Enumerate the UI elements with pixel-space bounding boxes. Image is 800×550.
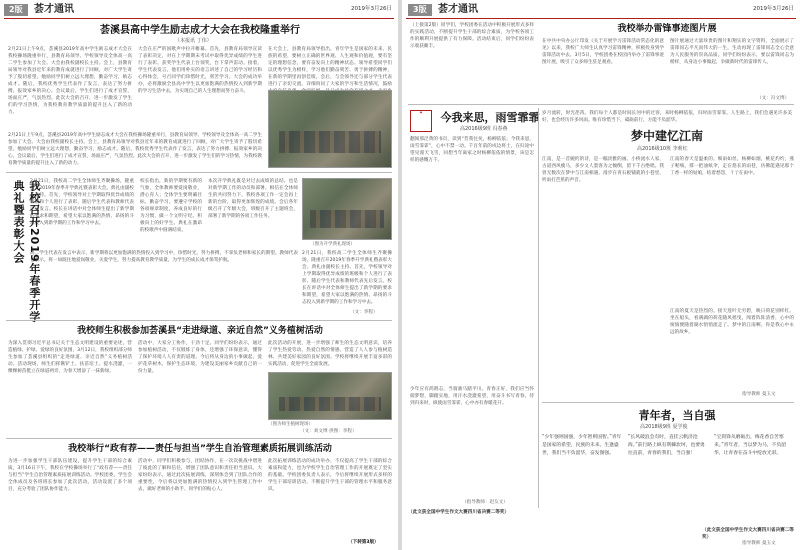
article-title: 我校举办雷锋事迹图片展 [617, 24, 717, 34]
signature: 指导教师 曼玉文 [742, 392, 776, 397]
divider [542, 402, 794, 403]
vertical-headline: 我校召开2019年春季开学典礼暨表彰大会 [11, 180, 41, 323]
article-column: 大会在庄严的国歌声中拉开帷幕。首先，县教育局领导宣读了表彰决定，对在上学期期末考试中取得优异成绩的学生进行了表彰。获奖学生代表上台领奖，台下掌声雷动。接着，学生代表发言，他们用朴实的语言讲述了自己的学习经历和心得体会，号召同学们珍惜时光，刻苦学习。大会的成功举办，必将激励全县高中学生以更加饱满的热情投入到新学期的学习生活中去，为实现自己的人生理想而努力奋斗。 [138, 47, 262, 94]
issue-date: 2019年3月26日 [351, 6, 392, 12]
article-title: 我校举行“政有荐——责任与担当”学生自治管理素质拓展训练活动 [68, 444, 332, 454]
article-column: 2月21日上午9点，荟溪县2019年高中学生励志成才大会在我校操场隆重举行，县教育局领导、学校领导及全体高一高二学生参加了大会。大会由我校副校长主持。会上，县教育局领导对我县近年来的教育成就进行了回顾，对广大学生寄予了殷切希望，勉励同学们树立远大理想，勤奋学习，励志成才。随后，我校优秀学生代表作了发言，表达了努力拼搏、报效家乡的决心。会议最后，学生们进行了成才宣誓，场面庄严，气氛热烈。此次大会的召开，进一步激发了学生们的学习热情，为我校教育教学质量的提升注入了新的动力。 [8, 47, 132, 115]
essay-byline: 高2016级10班 李莉红 [637, 146, 688, 152]
article-column: 2月21日，我校高二学生全体师生齐聚操场，隆重召开2019年春季开学典礼暨表彰大会。典礼由副校长主持。首先，学校领导对上学期取得优异成绩的班级和个人进行了表彰，随后学生代表和教师代表先后发言。校长在讲话中对全体师生提出了新学期的要求和期望，希望大家以饱满的热情、昂扬的斗志投入到新学期的工作和学习中去。 [30, 179, 134, 226]
divider [6, 320, 392, 321]
award-note: （此文获全国中学生作文大赛四川省决赛二等奖） [408, 510, 510, 515]
article-column: 在中共中央办公厅印发《关于开展学习雷锋活动常态化的意见》以来，我校广大师生认真学习雷锋精神，积极投身到学雷锋活动中去。3月5日，学校团委在校园内举办了雷锋事迹图片展，吸引了众多师生驻足观看。 [542, 39, 664, 65]
page-number-badge: 3版 [408, 4, 432, 16]
award-note: （此文获全国中学生作文大赛四川省决赛二等奖） [702, 528, 794, 540]
paper-name: 荟才通讯 [34, 4, 74, 15]
assembly-photo [268, 90, 392, 168]
signature: （文：冯文博） [757, 96, 790, 101]
essay-title: 梦中建忆江南 [630, 129, 703, 143]
essay-column: 少年应有鸿鹄志，当骑骏马踏平川。青春正好，我们应当怀揣梦想，脚踏实地，用汗水浇灌希望，用奋斗书写青春。待到归来时，纵使雨雪霏霏，心中亦有春暖花开。 [410, 387, 534, 406]
ceremony-photo [302, 178, 392, 240]
signature: （文：李程） [350, 310, 378, 315]
photo-caption: （图为开学典礼现场） [310, 242, 355, 247]
article-column: 活动中，同学们积极参与，团结协作，在一次次挑战中增进了彼此的了解和信任，增强了团队意识和责任担当意识。大家纷纷表示，通过此次拓展训练，深刻体会到了团队合作的重要性，今后将以更加饱满的热情投入到学生管理工作中去，做好老师的小助手、同学们的贴心人。 [138, 459, 262, 492]
poem-column: “长风破浪会有时，直挂云帆济沧海。”前行路上纵有荆棘坎坷，也要勇往直前，青春的我们，当自强！ [628, 435, 705, 456]
article-column: 校长指出，新的学期要有新的气象，全体教师要爱岗敬业，潜心育人；全体学生要明确目标，勤奋学习。要遵守学校的各项规章制度，养成良好的行为习惯，做一个文明守纪、积极向上的好学生。典礼在激昂的校歌声中圆满结束。 [140, 179, 202, 233]
article-column: 2月21日上午9点，荟溪县2019年高中学生励志成才大会在我校操场隆重举行，县教育局领导、学校领导及全体高一高二学生参加了大会。大会由我校副校长主持。会上，县教育局领导对我县近年来的教育成就进行了回顾，对广大学生寄予了殷切希望，勉励同学们树立远大理想，勤奋学习，励志成才。随后，我校优秀学生代表作了发言，表达了努力拼搏、报效家乡的决心。会议最后，学生们进行了成才宣誓，场面庄严，气氛热烈。此次大会的召开，进一步激发了学生们的学习热情，为我校教育教学质量的提升注入了新的动力。 [8, 133, 262, 166]
article-column: 高二学生代表在发言中表示，新学期将以更加饱满的热情投入到学习中，珍惜时光，努力拼搏，不辜负老师和家长的期望。教师代表也表示，将一如既往地爱岗敬业，关爱学生，努力提高教育教学质量，为学生的成长成才保驾护航。 [30, 251, 298, 263]
poem-title: 青年者，当自强 [638, 409, 716, 422]
article-column: 本次开学典礼既是对过去成绩的总结，也是对新学期工作的动员和部署。相信在全体师生的共同努力下，我校各项工作一定会再上新的台阶，取得更加辉煌的成绩。会后各年级召开了年级大会，班级召开了主题班会，部署了新学期的各项工作任务。 [208, 179, 298, 219]
article-byline: （本报讯 丁伟） [175, 38, 212, 44]
continued-note: （下转第3版） [348, 540, 379, 545]
article-column: 图片展通过大量珍贵的图片和翔实的文字资料，全面展示了雷锋同志平凡而伟大的一生，生动再现了雷锋同志全心全意为人民服务的崇高品质。同学们纷纷表示，要以雷锋同志为榜样，从身边小事做起，争做新时代的雷锋传人。 [670, 39, 794, 65]
issue-date: 2019年3月26日 [753, 6, 794, 12]
column-logo [410, 110, 432, 132]
essay-byline: 高2016级9班 冯春燕 [460, 126, 508, 132]
page-3 [402, 0, 800, 550]
essay-column: 江南的夏天是热烈的。接天莲叶无穷碧，映日荷花别样红。坐在船头，看满湖的荷花随风摇曳，闻着阵阵清香，心中的烦恼便随着湖水悄悄流走了。梦中的江南啊，你是我心中永远的故乡。 [670, 309, 794, 335]
masthead-right [406, 3, 796, 19]
page-number-badge: 2版 [4, 4, 28, 16]
paper-name: 荟才通讯 [438, 4, 478, 15]
article-title: 我校师生积极参加荟溪县“走进绿道、亲近自然”义务植树活动 [77, 326, 323, 336]
article-column: 此次拓展训练活动的成功举办，不仅提高了学生干部的综合素质和能力，也为学校学生自治管理工作的开展奠定了坚实的基础。学校团委负责人表示，今后将继续开展形式多样的学生干部培训活动，不断提升学生干部的管理水平和服务意识。 [268, 459, 392, 492]
signature: （指导教师：赵友文） [462, 500, 508, 505]
essay-title: 今我来思，雨雪霏霏 [440, 111, 540, 124]
divider [6, 438, 392, 439]
column-logo-mark: ✦ [419, 111, 423, 116]
signature: 指导教师 曼玉文 [742, 541, 776, 546]
signature: （文：刘文博 供图：李程） [300, 429, 357, 434]
article-column: 为进一步加强学生干部队伍建设，提升学生干部的综合素质，3月16日下午，我校在学校操场举行了“政有荐——责任与担当”学生自治管理素质拓展训练活动。学校团委、学生会全体成员及各班班长参加了此次活动。活动设置了多个项目，充分考验了团队协作能力。 [8, 459, 132, 492]
article-column: （上接第2版）同学们，学校团委在活动中积极开展形式多样的实践活动，不断提升学生干部的综合素质，为学校各项工作的顺利开展提供了有力保障。活动结束后，同学们纷纷表示收获颇丰。 [410, 23, 534, 49]
poem-byline: 高2018级9班 夏学俊 [640, 424, 688, 430]
page-2 [0, 0, 398, 550]
essay-column: 江南，是一首婉约的诗，是一幅淡雅的画。小桥流水人家，古道西风瘦马，多少文人墨客为之倾倒，留下千古绝唱。我曾无数次在梦中与江南相遇，漫步在青石板铺就的小巷里，听雨打芭蕉的声音。 [542, 157, 664, 183]
divider [6, 172, 392, 173]
essay-column: 江南的春天是温柔的。细雨如丝，杨柳如烟，桃花灼灼，燕子呢喃。撑一把油纸伞，走在悠长的雨巷，仿佛能遇见那个丁香一样的姑娘，结着愁怨，彳亍在雨中。 [670, 157, 794, 176]
article-column: 此次活动的开展，进一步增强了师生的生态文明意识，培养了学生热爱劳动、热爱自然的情感，营造了人人参与植树造林、共建美好家园的良好氛围。学校将继续开展丰富多彩的实践活动，促进学生全面发展。 [268, 341, 392, 367]
masthead-left [4, 3, 394, 19]
poem-column: “宝剑锋从磨砺出，梅花香自苦寒来。”青年者，当以梦为马，不负韶华，让青春在奋斗中绽放光彩。 [714, 435, 787, 456]
tree-planting-photo [268, 372, 392, 420]
article-column: 2月21日，我校高二学生全体师生齐聚操场，隆重召开2019年春季开学典礼暨表彰大会。典礼由副校长主持。首先，学校领导对上学期取得优异成绩的班级和个人进行了表彰，随后学生代表和教师代表先后发言。校长在讲话中对全体师生提出了新学期的要求和期望，希望大家以饱满的热情、昂扬的斗志投入到新学期的工作和学习中去。 [302, 251, 392, 305]
article-title: 荟溪县高中学生励志成才大会在我校隆重举行 [100, 25, 300, 36]
photo-caption: （图为师生植树现场） [268, 422, 313, 427]
article-column: 在大会上，县教育局领导指出，青年学生是国家的未来、民族的希望，要树立正确的世界观、人生观和价值观，要有坚定的理想信念，要有奋发向上的精神状态。领导希望同学们以优秀学生为榜样，学习他们勤奋刻苦、勇于拼搏的精神，在新的学期里再创佳绩。会后，与会领导还与部分学生代表进行了亲切交流，详细询问了大家的学习和生活情况，鼓励 [268, 47, 392, 87]
essay-column: 岁月流转，时光荏苒。我们每个人都是时间长河中的过客，来时杨柳依依，归时雨雪霏霏。人生路上，我们会遇见许多美好，也会经历许多风雨。唯有珍惜当下，砥砺前行，方能不负韶华。 [542, 111, 792, 123]
article-column: 为深入贯彻习近平总书记关于生态文明建设的重要论述，营造植绿、护绿、爱绿的良好氛围，3月12日，我校组织部分师生参加了荟溪县组织的“走进绿道、亲近自然”义务植树活动。活动现场，师生们挥锹铲土、扶苗培土、提水浇灌，一棵棵树苗挺立在绿道两旁，为春天增添了一抹新绿。 [8, 341, 132, 374]
divider [408, 104, 794, 105]
article-column: 活动中，大家分工协作，干劲十足。同学们纷纷表示，通过参加植树活动，不仅锻炼了身体，还增强了环保意识，懂得了保护环境人人有责的道理。今后将从身边的小事做起，爱护花草树木，保护生态环境，为建设美丽家乡贡献自己的一份力量。 [138, 341, 262, 374]
poem-column: “少年强则国强，少年智则国智。”青年是国家的希望，民族的未来。生逢盛世，我们当不负韶华，奋发图强。 [542, 435, 622, 456]
column-divider [538, 108, 539, 508]
essay-column: 翻阅那泛黄的书页，读到“昔我往矣，杨柳依依；今我来思，雨雪霏霏”，心中不禁一动。千百年前的戍边将士，在归途中望见漫天飞雪，回想当年离家之时杨柳依依的情景，该是怎样的感慨万千。 [410, 137, 534, 163]
